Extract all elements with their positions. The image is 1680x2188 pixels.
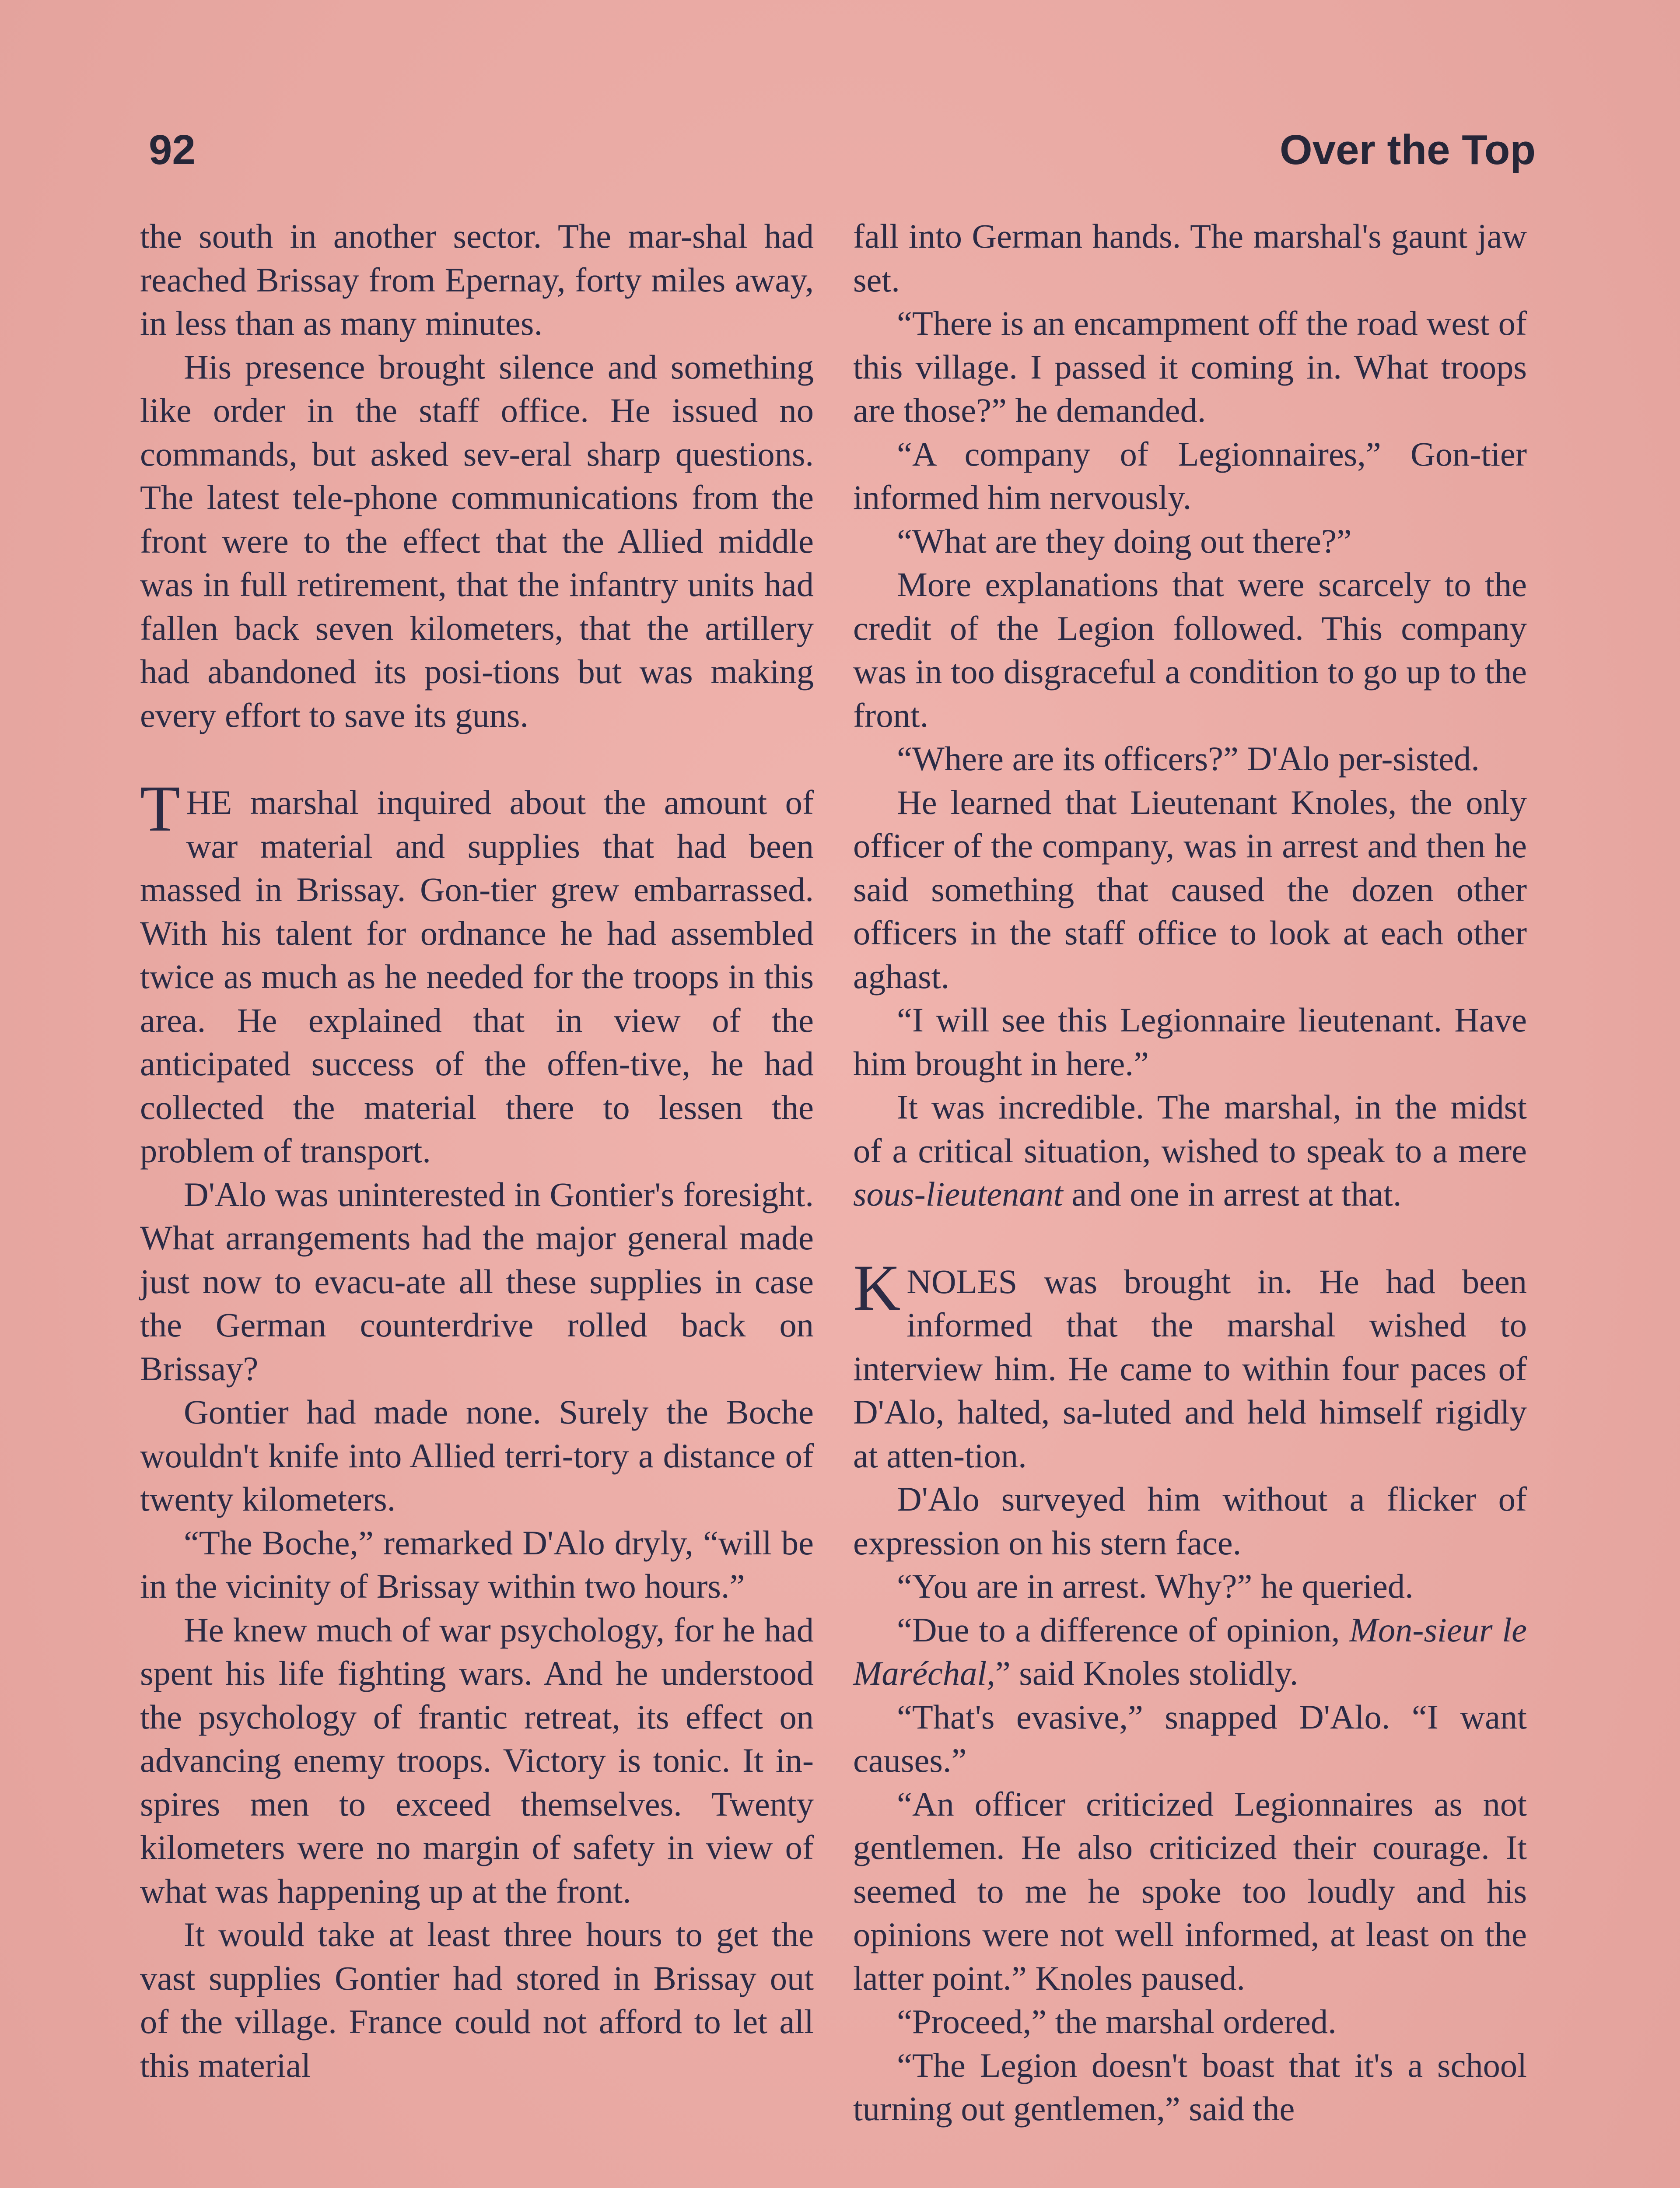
section-paragraph (853, 1251, 1527, 1478)
paragraph: “Where are its officers?” D'Alo per-sisted. (897, 740, 1480, 778)
paragraph (853, 1608, 1527, 1695)
page-number: 92 (149, 126, 196, 173)
paragraph-text: It was incredible. The marshal, in the midst of a critical situation, wished to speak to a mere (853, 1088, 1527, 1170)
paragraph: the south in another sector. The mar-shal had reached Brissay from Epernay, forty miles away, in less than as many minutes. (140, 217, 814, 342)
right-column (853, 214, 1527, 2131)
paragraph-text: NOLES was brought in. He had been informed that the marshal wished to interview him. He came to within four paces of D'Alo, halted, sa-luted and held himself rigidly at atten-tion. (853, 1262, 1527, 1475)
paragraph: “I will see this Legionnaire lieutenant. Have him brought in here.” (853, 1001, 1527, 1083)
running-title: Over the Top (1280, 126, 1536, 173)
paragraph: “The Legion doesn't boast that it's a school turning out gentlemen,” said the (853, 2046, 1527, 2128)
paragraph: He knew much of war psychology, for he had spent his life fighting wars. And he understood the psychology of frantic retreat, its effect on advancing enemy troops. Victory is tonic. It in-spires men to exceed themselves. Twenty kilometers were no margin of safety in view of what was happening up at the front. (140, 1610, 814, 1910)
paragraph: “A company of Legionnaires,” Gon-tier informed him nervously. (853, 435, 1527, 516)
paragraph-text: HE marshal inquired about the amount of war material and supplies that had been massed in Brissay. Gon-tier grew embarrassed. With his talent for ordnance he had assembled twice as much as he needed for the troops in this area. He explained that in view of the anticipated success of the offen-tive, he had collected the material there to lessen the problem of transport. (140, 783, 814, 1170)
paragraph: “That's evasive,” snapped D'Alo. “I want causes.” (853, 1697, 1527, 1779)
paragraph: “You are in arrest. Why?” he queried. (897, 1567, 1414, 1605)
left-column (140, 214, 814, 2087)
paragraph: “What are they doing out there?” (897, 522, 1352, 560)
drop-cap: K (853, 1251, 901, 1324)
page-header (140, 126, 1536, 196)
paragraph: “There is an encampment off the road west of this village. I passed it coming in. What troops are those?” he demanded. (853, 304, 1527, 429)
paragraph-text: and one in arrest at that. (1063, 1175, 1402, 1213)
paragraph: His presence brought silence and something like order in the staff office. He issued no commands, but asked sev-eral sharp questions. The latest tele-phone communications from the front were to the effect that the Allied middle was in full retirement, that the infantry units had fallen back seven kilometers, that the artillery had abandoned its posi-tions but was making every effort to save its guns. (140, 347, 814, 734)
paragraph: He learned that Lieutenant Knoles, the only officer of the company, was in arrest and then he said something that caused the dozen other officers in the staff office to look at each other aghast. (853, 783, 1527, 996)
paragraph: “The Boche,” remarked D'Alo dryly, “will be in the vicinity of Brissay within two hours.” (140, 1523, 814, 1605)
paragraph: Gontier had made none. Surely the Boche wouldn't knife into Allied terri-tory a distance of twenty kilometers. (140, 1393, 814, 1518)
paragraph: It would take at least three hours to get the vast supplies Gontier had stored in Brissay out of the village. France could not afford to let all this material (140, 1915, 814, 2084)
paragraph-text: “Due to a difference of opinion, (897, 1610, 1350, 1649)
paragraph: More explanations that were scarcely to the credit of the Legion followed. This company was in too disgraceful a condition to go up to the front. (853, 565, 1527, 734)
paragraph-text: ” said Knoles stolidly. (995, 1654, 1298, 1692)
paragraph: “An officer criticized Legionnaires as not gentlemen. He also criticized their courage. It seemed to me he spoke too loudly and his opinions were not well informed, at least on the latter point.” Knoles paused. (853, 1785, 1527, 1997)
italic-term: Mon-sieur le Maréchal, (853, 1610, 1527, 1692)
paragraph: D'Alo was uninterested in Gontier's foresight. What arrangements had the major general made just now to evacu-ate all these supplies in case the German counterdrive rolled back on Brissay? (140, 1175, 814, 1388)
paragraph: “Proceed,” the marshal ordered. (897, 2002, 1337, 2041)
italic-term: sous-lieutenant (853, 1175, 1063, 1213)
paragraph: D'Alo surveyed him without a flicker of expression on his stern face. (853, 1480, 1527, 1562)
section-paragraph (140, 772, 814, 1173)
paragraph: fall into German hands. The marshal's gaunt jaw set. (853, 217, 1527, 299)
paragraph (853, 1085, 1527, 1216)
drop-cap: T (140, 772, 180, 845)
